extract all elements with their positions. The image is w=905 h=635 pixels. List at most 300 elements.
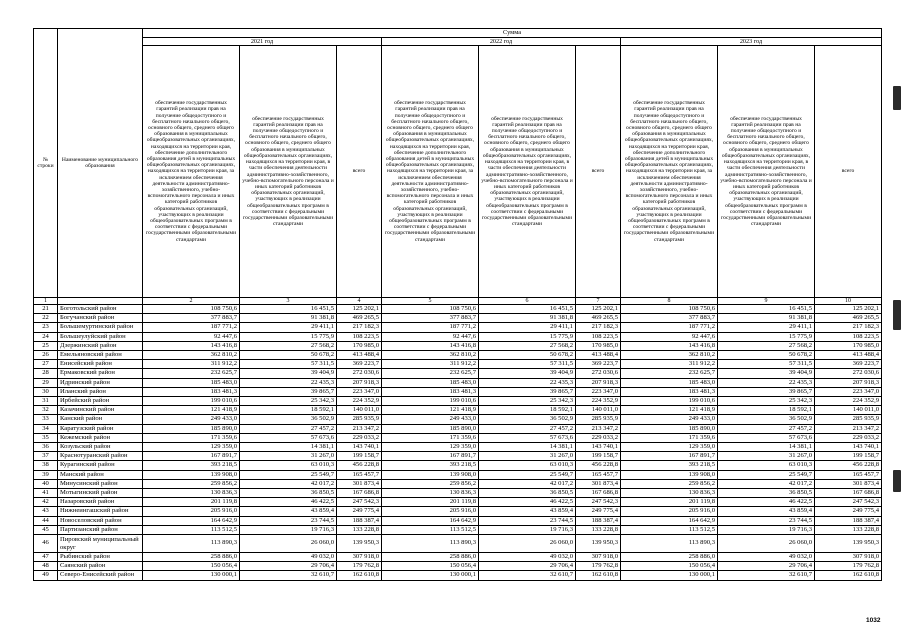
amount-b-2021-cell: 39 404,9	[240, 369, 337, 378]
amount-a-2021-cell: 92 447,6	[143, 332, 240, 341]
amount-b-2022-cell: 46 422,5	[479, 498, 576, 507]
amount-a-2022-cell: 167 891,7	[382, 452, 479, 461]
total-2022-cell: 165 457,7	[576, 470, 621, 479]
total-2021-cell: 413 488,4	[337, 351, 382, 360]
total-2023-cell: 469 265,5	[815, 314, 882, 323]
municipality-name-cell: Иланский район	[58, 387, 143, 396]
table-header	[34, 29, 882, 298]
municipality-name-cell: Козульский район	[58, 443, 143, 452]
amount-b-2023-cell: 18 592,1	[718, 406, 815, 415]
amount-a-2023-cell: 92 447,6	[621, 332, 718, 341]
total-2023-cell: 247 542,3	[815, 498, 882, 507]
table-row	[34, 305, 882, 314]
table-row	[34, 369, 882, 378]
table-row	[34, 332, 882, 341]
amount-b-2023-cell: 32 610,7	[718, 571, 815, 580]
amount-b-2023-cell: 29 706,4	[718, 562, 815, 571]
amount-a-2021-cell: 232 625,7	[143, 369, 240, 378]
budget-table-sheet	[33, 28, 881, 581]
municipality-header: Наименование муниципального образования	[58, 29, 143, 298]
total-2022-cell: 224 352,9	[576, 397, 621, 406]
municipality-name-cell: Большемуртинский район	[58, 323, 143, 332]
row-number-cell: 39	[34, 470, 58, 479]
amount-b-2023-cell: 25 342,3	[718, 397, 815, 406]
amount-b-2022-cell: 25 342,3	[479, 397, 576, 406]
col-desc-a-2022: обеспечение государственных гарантий реализации прав на получение общедоступного и бесплатного начального общего, основного общего, среднего общего образования в муниципальных общеобразовательных организациях, находящихся на территории края, обеспечение дополнительного образования детей в муниципальных общеобразовательных организациях, находящихся на территории края, за исключением обеспечения деятельности административно-хозяйственного, учебно-вспомогательного персонала и иных категорий работников образовательных организаций, участвующих в реализации общеобразовательных программ в соответствии с федеральными государственными образовательными стандартами	[382, 46, 479, 298]
amount-a-2022-cell: 258 886,0	[382, 553, 479, 562]
row-number-cell: 27	[34, 360, 58, 369]
amount-a-2022-cell: 171 359,6	[382, 433, 479, 442]
col-desc-a-2023: обеспечение государственных гарантий реализации прав на получение общедоступного и бесплатного начального общего, основного общего, среднего общего образования в муниципальных общеобразовательных организациях, находящихся на территории края, обеспечение дополнительного образования детей в муниципальных общеобразовательных организациях, находящихся на территории края, за исключением обеспечения деятельности административно-хозяйственного, учебно-вспомогательного персонала и иных категорий работников образовательных организаций, участвующих в реализации общеобразовательных программ в соответствии с федеральными государственными образовательными стандартами	[621, 46, 718, 298]
amount-b-2021-cell: 22 435,3	[240, 378, 337, 387]
amount-b-2021-cell: 16 451,5	[240, 305, 337, 314]
total-2021-cell: 162 610,8	[337, 571, 382, 580]
total-2023-cell: 199 158,7	[815, 452, 882, 461]
amount-a-2021-cell: 185 890,0	[143, 424, 240, 433]
amount-a-2023-cell: 259 856,2	[621, 479, 718, 488]
municipality-name-cell: Богучанский район	[58, 314, 143, 323]
total-2021-cell: 224 352,9	[337, 397, 382, 406]
row-number-cell: 31	[34, 397, 58, 406]
total-2021-cell: 165 457,7	[337, 470, 382, 479]
amount-b-2022-cell: 36 502,9	[479, 415, 576, 424]
municipality-name-cell: Кежемский район	[58, 433, 143, 442]
amount-a-2022-cell: 164 642,9	[382, 516, 479, 525]
amount-b-2022-cell: 19 716,3	[479, 525, 576, 534]
row-number-cell: 30	[34, 387, 58, 396]
column-number: 8	[621, 298, 718, 305]
amount-b-2023-cell: 36 850,5	[718, 489, 815, 498]
amount-b-2022-cell: 91 381,8	[479, 314, 576, 323]
total-2023-cell: 249 775,4	[815, 507, 882, 516]
municipality-name-cell: Идринский район	[58, 378, 143, 387]
total-2023-cell: 456 228,8	[815, 461, 882, 470]
total-2021-cell: 199 158,7	[337, 452, 382, 461]
municipality-name-cell: Манский район	[58, 470, 143, 479]
column-number: 10	[815, 298, 882, 305]
amount-b-2023-cell: 49 032,0	[718, 553, 815, 562]
total-2022-cell: 307 918,0	[576, 553, 621, 562]
total-2021-cell: 301 873,4	[337, 479, 382, 488]
amount-a-2023-cell: 183 481,3	[621, 387, 718, 396]
row-number-cell: 48	[34, 562, 58, 571]
page-number: 1032	[866, 617, 881, 624]
municipality-name-cell: Минусинский район	[58, 479, 143, 488]
row-number-cell: 23	[34, 323, 58, 332]
row-number-cell: 43	[34, 507, 58, 516]
table-row	[34, 489, 882, 498]
column-number: 9	[718, 298, 815, 305]
table-row	[34, 341, 882, 350]
total-2021-cell: 247 542,3	[337, 498, 382, 507]
column-number: 1	[34, 298, 58, 305]
row-number-cell: 41	[34, 489, 58, 498]
amount-b-2023-cell: 16 451,5	[718, 305, 815, 314]
table-row	[34, 553, 882, 562]
total-2021-cell: 140 011,0	[337, 406, 382, 415]
total-2022-cell: 108 223,5	[576, 332, 621, 341]
total-2021-cell: 369 223,7	[337, 360, 382, 369]
row-number-cell: 21	[34, 305, 58, 314]
total-2023-cell: 301 873,4	[815, 479, 882, 488]
amount-a-2022-cell: 377 883,7	[382, 314, 479, 323]
amount-b-2021-cell: 42 017,2	[240, 479, 337, 488]
amount-b-2021-cell: 36 850,5	[240, 489, 337, 498]
amount-b-2023-cell: 26 060,0	[718, 535, 815, 553]
total-2021-cell: 207 918,3	[337, 378, 382, 387]
column-number: 2	[143, 298, 240, 305]
amount-b-2023-cell: 36 502,9	[718, 415, 815, 424]
table-row	[34, 452, 882, 461]
row-number-cell: 28	[34, 369, 58, 378]
total-2021-cell: 179 762,8	[337, 562, 382, 571]
table-row	[34, 525, 882, 534]
amount-b-2023-cell: 46 422,5	[718, 498, 815, 507]
row-number-cell: 44	[34, 516, 58, 525]
amount-b-2021-cell: 27 568,2	[240, 341, 337, 350]
amount-a-2021-cell: 143 416,8	[143, 341, 240, 350]
year-2022-header: 2022 год	[382, 38, 621, 46]
amount-b-2021-cell: 15 775,9	[240, 332, 337, 341]
amount-a-2022-cell: 201 119,8	[382, 498, 479, 507]
municipality-name-cell: Енисейский район	[58, 360, 143, 369]
amount-a-2023-cell: 130 000,1	[621, 571, 718, 580]
column-number: 5	[382, 298, 479, 305]
year-2021-header: 2021 год	[143, 38, 382, 46]
amount-a-2023-cell: 171 359,6	[621, 433, 718, 442]
amount-b-2023-cell: 23 744,5	[718, 516, 815, 525]
amount-a-2023-cell: 362 810,2	[621, 351, 718, 360]
total-2021-cell: 143 740,1	[337, 443, 382, 452]
amount-b-2022-cell: 39 404,9	[479, 369, 576, 378]
table-row	[34, 443, 882, 452]
amount-b-2022-cell: 16 451,5	[479, 305, 576, 314]
amount-b-2021-cell: 63 010,3	[240, 461, 337, 470]
total-2023-cell: 217 182,3	[815, 323, 882, 332]
amount-a-2021-cell: 311 912,2	[143, 360, 240, 369]
municipality-name-cell: Саянский район	[58, 562, 143, 571]
amount-a-2022-cell: 232 625,7	[382, 369, 479, 378]
amount-a-2021-cell: 362 810,2	[143, 351, 240, 360]
total-2022-cell: 162 610,8	[576, 571, 621, 580]
scan-edge-mark	[893, 470, 901, 492]
amount-b-2022-cell: 36 850,5	[479, 489, 576, 498]
amount-b-2021-cell: 25 342,3	[240, 397, 337, 406]
amount-a-2021-cell: 205 916,0	[143, 507, 240, 516]
amount-b-2021-cell: 36 502,9	[240, 415, 337, 424]
amount-b-2022-cell: 23 744,5	[479, 516, 576, 525]
amount-a-2023-cell: 201 119,8	[621, 498, 718, 507]
amount-a-2021-cell: 201 119,8	[143, 498, 240, 507]
amount-b-2023-cell: 50 678,2	[718, 351, 815, 360]
amount-a-2021-cell: 121 418,9	[143, 406, 240, 415]
row-number-cell: 22	[34, 314, 58, 323]
total-2022-cell: 413 488,4	[576, 351, 621, 360]
amount-b-2022-cell: 57 673,6	[479, 433, 576, 442]
col-desc-b-2023: обеспечение государственных гарантий реализации прав на получение общедоступного и бесплатного начального общего, основного общего, среднего общего образования в муниципальных общеобразовательных организациях, находящихся на территории края, в части обеспечения деятельности административно-хозяйственного, учебно-вспомогательного персонала и иных категорий работников образовательных организаций, участвующих в реализации общеобразовательных программ в соответствии с федеральными государственными образовательными стандартами	[718, 46, 815, 298]
amount-b-2021-cell: 29 706,4	[240, 562, 337, 571]
column-number: 3	[240, 298, 337, 305]
total-2021-cell: 307 918,0	[337, 553, 382, 562]
column-number-row	[34, 298, 882, 305]
total-2023-cell: 307 918,0	[815, 553, 882, 562]
municipality-name-cell: Ермаковский район	[58, 369, 143, 378]
table-row	[34, 378, 882, 387]
amount-b-2021-cell: 29 411,1	[240, 323, 337, 332]
row-number-cell: 40	[34, 479, 58, 488]
amount-b-2022-cell: 42 017,2	[479, 479, 576, 488]
amount-b-2023-cell: 25 549,7	[718, 470, 815, 479]
row-number-cell: 35	[34, 433, 58, 442]
amount-b-2021-cell: 57 311,5	[240, 360, 337, 369]
total-2022-cell: 199 158,7	[576, 452, 621, 461]
total-2023-cell: 207 918,3	[815, 378, 882, 387]
amount-b-2022-cell: 14 381,1	[479, 443, 576, 452]
total-2022-cell: 217 182,3	[576, 323, 621, 332]
amount-b-2021-cell: 14 381,1	[240, 443, 337, 452]
total-2021-cell: 456 228,8	[337, 461, 382, 470]
amount-a-2021-cell: 113 890,3	[143, 535, 240, 553]
total-2021-cell: 188 387,4	[337, 516, 382, 525]
col-total-2022: всего	[576, 46, 621, 298]
amount-a-2023-cell: 311 912,2	[621, 360, 718, 369]
amount-a-2022-cell: 150 056,4	[382, 562, 479, 571]
amount-a-2021-cell: 249 433,0	[143, 415, 240, 424]
amount-b-2022-cell: 25 549,7	[479, 470, 576, 479]
amount-b-2023-cell: 43 859,4	[718, 507, 815, 516]
subvention-table	[33, 28, 882, 581]
amount-b-2022-cell: 57 311,5	[479, 360, 576, 369]
year-2023-header: 2023 год	[621, 38, 882, 46]
total-2021-cell: 213 347,2	[337, 424, 382, 433]
municipality-name-cell: Новоселовский район	[58, 516, 143, 525]
municipality-name-cell: Большеулуйский район	[58, 332, 143, 341]
amount-a-2023-cell: 185 483,0	[621, 378, 718, 387]
total-2022-cell: 170 985,0	[576, 341, 621, 350]
amount-a-2021-cell: 185 483,0	[143, 378, 240, 387]
amount-a-2023-cell: 199 010,6	[621, 397, 718, 406]
row-number-cell: 29	[34, 378, 58, 387]
col-desc-b-2022: обеспечение государственных гарантий реализации прав на получение общедоступного и бесплатного начального общего, основного общего, среднего общего образования в муниципальных общеобразовательных организациях, находящихся на территории края, в части обеспечения деятельности административно-хозяйственного, учебно-вспомогательного персонала и иных категорий работников образовательных организаций, участвующих в реализации общеобразовательных программ в соответствии с федеральными государственными образовательными стандартами	[479, 46, 576, 298]
amount-b-2022-cell: 22 435,3	[479, 378, 576, 387]
municipality-name-cell: Ирбейский район	[58, 397, 143, 406]
amount-b-2023-cell: 19 716,3	[718, 525, 815, 534]
municipality-name-cell: Емельяновский район	[58, 351, 143, 360]
municipality-name-cell: Краснотуранский район	[58, 452, 143, 461]
amount-a-2022-cell: 92 447,6	[382, 332, 479, 341]
total-2022-cell: 188 387,4	[576, 516, 621, 525]
row-number-cell: 46	[34, 535, 58, 553]
amount-a-2022-cell: 113 512,5	[382, 525, 479, 534]
total-2022-cell: 140 011,0	[576, 406, 621, 415]
amount-b-2022-cell: 43 859,4	[479, 507, 576, 516]
table-row	[34, 516, 882, 525]
amount-b-2021-cell: 19 716,3	[240, 525, 337, 534]
col-total-2023: всего	[815, 46, 882, 298]
total-2021-cell: 167 686,8	[337, 489, 382, 498]
total-2023-cell: 143 740,1	[815, 443, 882, 452]
total-2022-cell: 133 228,8	[576, 525, 621, 534]
table-row	[34, 498, 882, 507]
total-2022-cell: 456 228,8	[576, 461, 621, 470]
total-2022-cell: 285 935,9	[576, 415, 621, 424]
total-2021-cell: 108 223,5	[337, 332, 382, 341]
amount-b-2022-cell: 27 457,2	[479, 424, 576, 433]
amount-a-2021-cell: 199 010,6	[143, 397, 240, 406]
total-2023-cell: 139 950,3	[815, 535, 882, 553]
amount-b-2021-cell: 50 678,2	[240, 351, 337, 360]
total-2023-cell: 223 347,0	[815, 387, 882, 396]
amount-b-2021-cell: 57 673,6	[240, 433, 337, 442]
table-row	[34, 397, 882, 406]
amount-b-2021-cell: 43 859,4	[240, 507, 337, 516]
amount-a-2021-cell: 130 836,3	[143, 489, 240, 498]
amount-a-2023-cell: 249 433,0	[621, 415, 718, 424]
amount-a-2021-cell: 164 642,9	[143, 516, 240, 525]
amount-a-2021-cell: 139 908,0	[143, 470, 240, 479]
amount-b-2021-cell: 23 744,5	[240, 516, 337, 525]
total-2023-cell: 170 985,0	[815, 341, 882, 350]
amount-a-2021-cell: 259 856,2	[143, 479, 240, 488]
amount-a-2021-cell: 150 056,4	[143, 562, 240, 571]
total-2023-cell: 162 610,8	[815, 571, 882, 580]
row-number-cell: 38	[34, 461, 58, 470]
row-number-cell: 49	[34, 571, 58, 580]
amount-b-2021-cell: 32 610,7	[240, 571, 337, 580]
amount-a-2023-cell: 129 359,0	[621, 443, 718, 452]
total-2023-cell: 125 202,1	[815, 305, 882, 314]
total-2021-cell: 223 347,0	[337, 387, 382, 396]
amount-a-2022-cell: 129 359,0	[382, 443, 479, 452]
amount-b-2021-cell: 25 549,7	[240, 470, 337, 479]
amount-a-2022-cell: 143 416,8	[382, 341, 479, 350]
total-2023-cell: 285 935,9	[815, 415, 882, 424]
total-2021-cell: 249 775,4	[337, 507, 382, 516]
table-row	[34, 406, 882, 415]
col-desc-b-2021: обеспечение государственных гарантий реализации прав на получение общедоступного и бесплатного начального общего, основного общего, среднего общего образования в муниципальных общеобразовательных организациях, находящихся на территории края, в части обеспечения деятельности административно-хозяйственного, учебно-вспомогательного персонала и иных категорий работников образовательных организаций, участвующих в реализации общеобразовательных программ в соответствии с федеральными государственными образовательными стандартами	[240, 46, 337, 298]
total-2022-cell: 469 265,5	[576, 314, 621, 323]
amount-a-2022-cell: 130 836,3	[382, 489, 479, 498]
row-number-cell: 33	[34, 415, 58, 424]
amount-a-2023-cell: 150 056,4	[621, 562, 718, 571]
total-2023-cell: 224 352,9	[815, 397, 882, 406]
total-2022-cell: 207 918,3	[576, 378, 621, 387]
table-row	[34, 424, 882, 433]
amount-b-2021-cell: 39 865,7	[240, 387, 337, 396]
amount-a-2021-cell: 129 359,0	[143, 443, 240, 452]
table-row	[34, 360, 882, 369]
total-2023-cell: 229 033,2	[815, 433, 882, 442]
amount-a-2022-cell: 362 810,2	[382, 351, 479, 360]
scan-edge-mark	[893, 300, 901, 330]
amount-a-2022-cell: 183 481,3	[382, 387, 479, 396]
amount-b-2022-cell: 31 267,0	[479, 452, 576, 461]
amount-a-2023-cell: 121 418,9	[621, 406, 718, 415]
sum-header: Сумма	[143, 29, 882, 38]
row-number-cell: 24	[34, 332, 58, 341]
amount-a-2022-cell: 108 750,6	[382, 305, 479, 314]
column-number: 7	[576, 298, 621, 305]
total-2023-cell: 272 030,6	[815, 369, 882, 378]
row-number-cell: 36	[34, 443, 58, 452]
amount-a-2022-cell: 130 000,1	[382, 571, 479, 580]
total-2022-cell: 213 347,2	[576, 424, 621, 433]
municipality-name-cell: Курагинский район	[58, 461, 143, 470]
municipality-name-cell: Партизанский район	[58, 525, 143, 534]
amount-a-2023-cell: 187 771,2	[621, 323, 718, 332]
municipality-name-cell: Назаровский район	[58, 498, 143, 507]
amount-b-2023-cell: 91 381,8	[718, 314, 815, 323]
amount-a-2022-cell: 113 890,3	[382, 535, 479, 553]
table-row	[34, 507, 882, 516]
amount-b-2023-cell: 42 017,2	[718, 479, 815, 488]
total-2023-cell: 179 762,8	[815, 562, 882, 571]
total-2021-cell: 272 030,6	[337, 369, 382, 378]
amount-b-2022-cell: 32 610,7	[479, 571, 576, 580]
municipality-name-cell: Каратузский район	[58, 424, 143, 433]
row-number-cell: 47	[34, 553, 58, 562]
municipality-name-cell: Северо-Енисейский район	[58, 571, 143, 580]
amount-b-2022-cell: 26 060,0	[479, 535, 576, 553]
amount-b-2022-cell: 29 706,4	[479, 562, 576, 571]
amount-a-2023-cell: 130 836,3	[621, 489, 718, 498]
total-2022-cell: 249 775,4	[576, 507, 621, 516]
total-2022-cell: 139 950,3	[576, 535, 621, 553]
amount-a-2023-cell: 113 890,3	[621, 535, 718, 553]
amount-a-2021-cell: 393 218,5	[143, 461, 240, 470]
amount-a-2023-cell: 377 883,7	[621, 314, 718, 323]
amount-b-2023-cell: 31 267,0	[718, 452, 815, 461]
row-number-cell: 32	[34, 406, 58, 415]
amount-b-2023-cell: 29 411,1	[718, 323, 815, 332]
municipality-name-cell: Нижнеингашский район	[58, 507, 143, 516]
amount-a-2022-cell: 259 856,2	[382, 479, 479, 488]
row-number-cell: 34	[34, 424, 58, 433]
municipality-name-cell: Мотыгинский район	[58, 489, 143, 498]
municipality-name-cell: Дзержинский район	[58, 341, 143, 350]
row-number-header: № строки	[34, 29, 58, 298]
municipality-name-cell: Рыбинский район	[58, 553, 143, 562]
amount-a-2021-cell: 183 481,3	[143, 387, 240, 396]
total-2021-cell: 229 033,2	[337, 433, 382, 442]
amount-a-2023-cell: 167 891,7	[621, 452, 718, 461]
amount-a-2022-cell: 311 912,2	[382, 360, 479, 369]
amount-a-2022-cell: 139 908,0	[382, 470, 479, 479]
total-2022-cell: 369 223,7	[576, 360, 621, 369]
amount-a-2023-cell: 143 416,8	[621, 341, 718, 350]
table-body	[34, 305, 882, 581]
amount-a-2022-cell: 121 418,9	[382, 406, 479, 415]
amount-b-2022-cell: 63 010,3	[479, 461, 576, 470]
amount-b-2023-cell: 22 435,3	[718, 378, 815, 387]
table-row	[34, 571, 882, 580]
table-row	[34, 470, 882, 479]
total-2021-cell: 125 202,1	[337, 305, 382, 314]
amount-a-2023-cell: 164 642,9	[621, 516, 718, 525]
municipality-name-cell: Пировский муниципальный округ	[58, 535, 143, 553]
scan-edge-mark	[893, 86, 901, 110]
total-2022-cell: 143 740,1	[576, 443, 621, 452]
total-2023-cell: 213 347,2	[815, 424, 882, 433]
table-row	[34, 562, 882, 571]
amount-a-2022-cell: 185 890,0	[382, 424, 479, 433]
total-2021-cell: 469 265,5	[337, 314, 382, 323]
amount-a-2023-cell: 258 886,0	[621, 553, 718, 562]
amount-a-2022-cell: 205 916,0	[382, 507, 479, 516]
amount-a-2023-cell: 113 512,5	[621, 525, 718, 534]
total-2021-cell: 170 985,0	[337, 341, 382, 350]
total-2023-cell: 140 011,0	[815, 406, 882, 415]
